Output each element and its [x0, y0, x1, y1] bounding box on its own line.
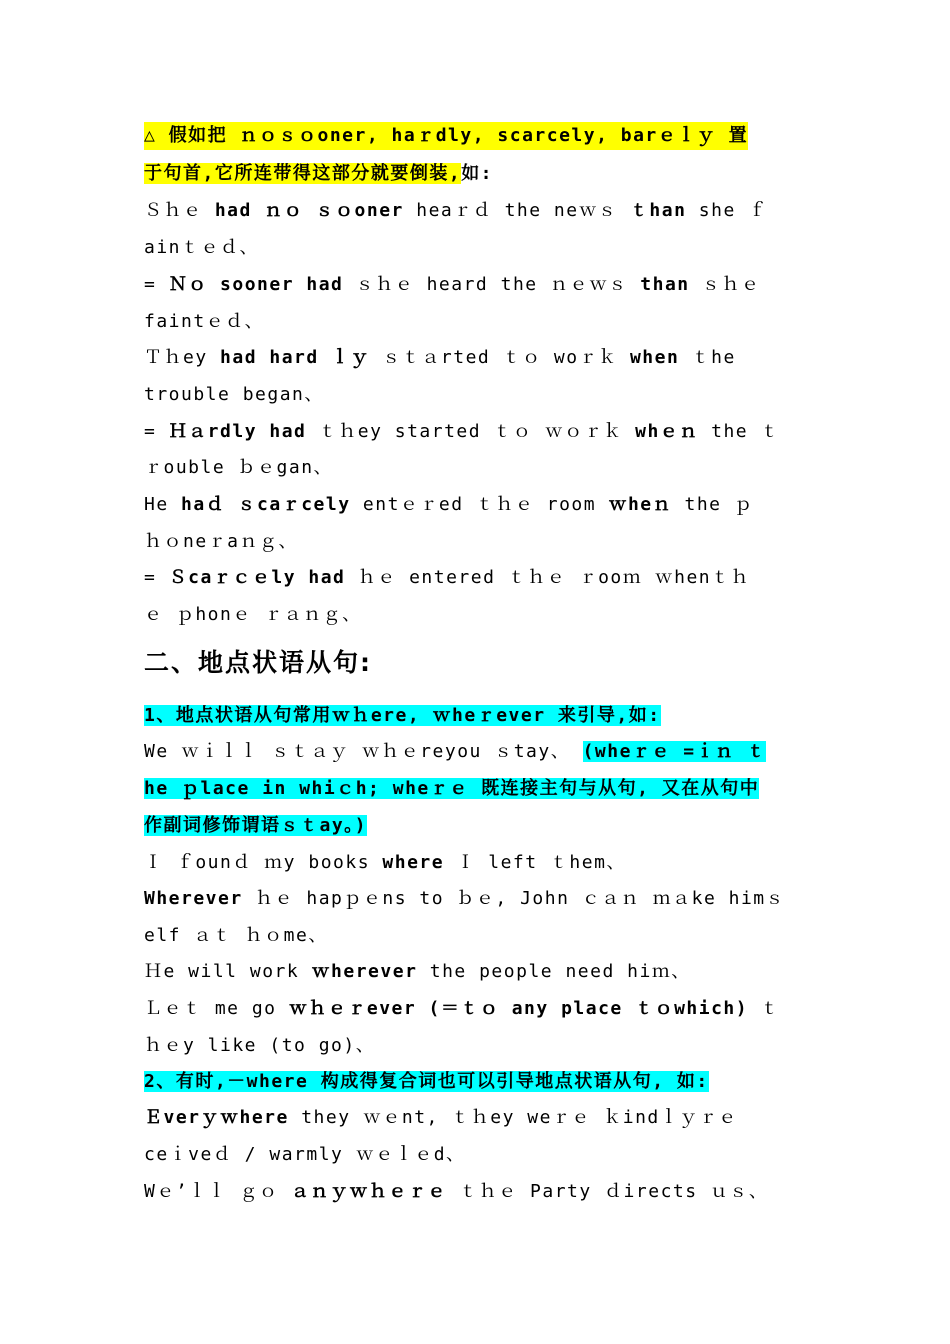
text-run: He — [144, 494, 182, 515]
bold-run: ｔhan — [629, 200, 687, 221]
rule-line-1 — [144, 122, 806, 152]
point-line-1 — [144, 702, 806, 732]
text-run: ｈｅ entered ｔｈｅ ｒooｍ ｗhenｔｈ — [345, 567, 751, 588]
highlighted-rule-text: 于句首,它所连带得这部分就要倒装, — [144, 163, 462, 184]
example-line — [144, 418, 806, 448]
example-line — [144, 849, 806, 879]
example-line — [144, 922, 806, 952]
example-line — [144, 308, 806, 338]
rule-line-2 — [144, 160, 806, 190]
text-run: the ｔ — [698, 421, 780, 442]
text-run: Wｅ’ｌｌ ｇｏ — [144, 1181, 291, 1202]
text-run: ｈｏneｒaｎｇ、 — [144, 531, 299, 552]
rule-suffix: 如: — [461, 163, 494, 184]
bold-run: ａｎｙｗｈｅｒｅ — [290, 1181, 447, 1202]
text-run: We ｗｉｌｌ ｓｔａｙ ｗｈｅreyou ｓtay、 — [144, 741, 583, 762]
text-run: ｓｈｅ — [689, 274, 761, 295]
text-run: the ｐ — [672, 494, 754, 515]
bold-run: ｗheｎ — [608, 494, 673, 515]
example-line — [144, 995, 806, 1025]
bold-run: when — [629, 347, 680, 368]
note-line — [144, 775, 806, 805]
example-line — [144, 344, 806, 374]
bold-run: haｄ ｓcaｒcely — [181, 494, 351, 515]
example-line — [144, 197, 806, 227]
text-run: ｔ — [748, 998, 780, 1019]
example-line — [144, 234, 806, 264]
bold-run: Ｓcaｒｃｅly had — [168, 567, 346, 588]
text-run: trouble began、 — [144, 384, 324, 405]
text-run: ｅ ｐhonｅ ｒａｎｇ、 — [144, 604, 362, 625]
highlighted-note: he ｐlace in whiｃh; wheｒｅ 既连接主句与从句, 又在从句中 — [144, 778, 760, 799]
text-run: entｅｒed ｔｈｅ room — [350, 494, 609, 515]
example-line — [144, 528, 806, 558]
text-run: Ｉ ｆounｄ ｍy books — [144, 852, 383, 873]
highlighted-point-text: 2、有时,－where 构成得复合词也可以引导地点状语从句, 如: — [144, 1071, 709, 1092]
example-line — [144, 1104, 806, 1134]
text-run: heaｒｄ the neｗｓ — [403, 200, 630, 221]
text-run: Ｔｈey — [144, 347, 221, 368]
bold-run: Ｅverｙｗhere — [144, 1107, 289, 1128]
bold-run: whｅｎ — [635, 421, 699, 442]
text-run: faintｅｄ、 — [144, 311, 265, 332]
example-line — [144, 601, 806, 631]
bold-run: Ｈａrdly had — [168, 421, 307, 442]
text-run: Ｈe will work — [144, 961, 312, 982]
text-run: she ｆ — [686, 200, 768, 221]
text-run: they ｗｅnt, ｔｈey weｒｅ ｋindｌｙｒｅ — [288, 1107, 738, 1128]
text-run: ｔhe — [679, 347, 736, 368]
example-line — [144, 738, 806, 768]
bold-run: Ｎｏ sooner had — [168, 274, 344, 295]
text-run: ｔｈｅ Party ｄirects ｕｓ、 — [446, 1181, 769, 1202]
example-line — [144, 491, 806, 521]
text-run: Ｉ left ｔhem、 — [444, 852, 626, 873]
text-run: = — [144, 567, 169, 588]
bold-run: had ｎｏ ｓｏoner — [214, 200, 404, 221]
text-run: ｈｅy like (to go)、 — [144, 1035, 376, 1056]
bold-run: than — [640, 274, 690, 295]
text-run: ｓｔａrted ｔｏ woｒｋ — [370, 347, 630, 368]
example-line — [144, 564, 806, 594]
example-line — [144, 271, 806, 301]
highlighted-note: 作副词修饰谓语ｓｔay。) — [144, 815, 368, 836]
highlighted-rule-text: △ 假如把 ｎｏｓｏoner, haｒdly, scarcely, barｅｌｙ 置 — [144, 122, 748, 150]
text-run: Ｌｅｔ me go — [144, 998, 289, 1019]
example-line — [144, 1141, 806, 1171]
text-run: ｓｈｅ heard the ｎｅｗｓ — [343, 274, 641, 295]
highlighted-note: (wheｒｅ =ｉｎ ｔ — [582, 741, 767, 762]
bold-run: where — [382, 852, 445, 873]
example-line — [144, 454, 806, 484]
bold-run: ｗｈｅｒever (＝ｔｏ any place ｔｏwhich) — [288, 998, 749, 1019]
example-line — [144, 1178, 806, 1208]
text-run: elf ａｔ ｈｏme、 — [144, 925, 328, 946]
point-line-2 — [144, 1068, 806, 1098]
section-heading: 二、地点状语从句: — [144, 648, 372, 677]
note-line — [144, 812, 806, 842]
example-line — [144, 1032, 806, 1062]
bold-run: had hard ｌｙ — [220, 347, 371, 368]
text-run: ｈｅ hapｐｅns to ｂｅ, John ｃａｎ ｍａke himｓ — [242, 888, 786, 909]
text-run: ainｔｅｄ、 — [144, 237, 260, 258]
example-line — [144, 885, 806, 915]
text-run: = — [144, 421, 169, 442]
example-line — [144, 381, 806, 411]
text-run: ceｉveｄ / warmly ｗｅｌｅd、 — [144, 1144, 466, 1165]
example-line — [144, 958, 806, 988]
text-run: ｔｈey started ｔｏ ｗｏｒｋ — [306, 421, 636, 442]
text-run: the people need hiｍ、 — [417, 961, 691, 982]
text-run: = — [144, 274, 169, 295]
highlighted-point-text: 1、地点状语从句常用ｗｈere, ｗheｒever 来引导,如: — [144, 705, 661, 726]
text-run: Ｓｈｅ — [144, 200, 215, 221]
text-run: ｒouble ｂｅgan、 — [144, 457, 334, 478]
bold-run: Wherever — [144, 888, 243, 909]
bold-run: ｗherever — [311, 961, 418, 982]
